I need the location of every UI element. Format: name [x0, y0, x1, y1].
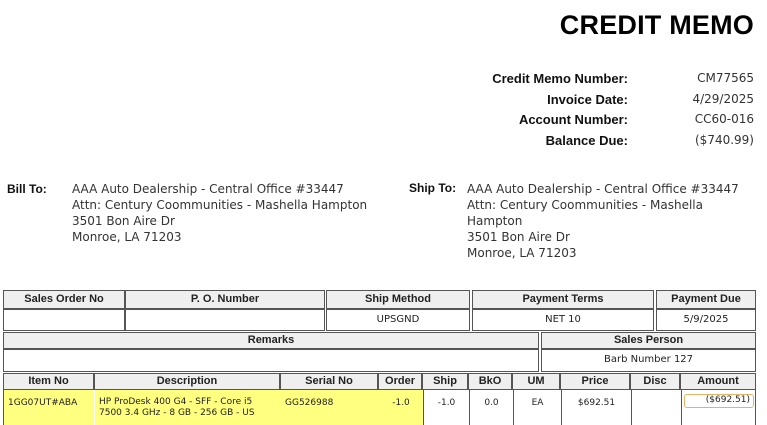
balance-due-value: ($740.99) [695, 133, 754, 147]
sales-order-no-header: Sales Order No [3, 290, 125, 309]
po-number-header: P. O. Number [125, 290, 325, 309]
disc-header: Disc [630, 373, 680, 390]
payment-terms-header: Payment Terms [472, 290, 654, 309]
description-cell [95, 390, 281, 425]
bill-to-line: 3501 Bon Aire Dr [72, 214, 175, 228]
um-cell: EA [513, 390, 561, 425]
ship-to-line: AAA Auto Dealership - Central Office #33447 [467, 182, 739, 196]
table-row [3, 390, 756, 425]
amount-header: Amount [680, 373, 756, 390]
remarks-value [3, 349, 539, 372]
bill-to-line: AAA Auto Dealership - Central Office #33447 [72, 182, 344, 196]
ship-header: Ship [422, 373, 468, 390]
bill-to-line: Monroe, LA 71203 [72, 230, 182, 244]
sales-person-header: Sales Person [541, 332, 756, 349]
bill-to-address [72, 181, 367, 245]
credit-memo-number-value: CM77565 [697, 71, 754, 85]
ship-to-label: Ship To: [409, 181, 457, 195]
order-header: Order [378, 373, 422, 390]
account-number-label: Account Number: [518, 112, 628, 127]
disc-cell [631, 390, 681, 425]
ship-cell: -1.0 [423, 390, 469, 425]
invoice-date-label: Invoice Date: [547, 92, 628, 107]
ship-to-line: Attn: Century Coommunities - Mashella [467, 198, 703, 212]
price-header: Price [560, 373, 630, 390]
description-line: 7500 3.4 GHz - 8 GB - 256 GB - US [99, 408, 255, 418]
sales-order-no-value [3, 309, 125, 331]
bko-header: BkO [468, 373, 512, 390]
payment-due-value: 5/9/2025 [656, 309, 756, 331]
credit-memo-number-label: Credit Memo Number: [492, 71, 628, 86]
po-number-value [125, 309, 325, 331]
invoice-date-value: 4/29/2025 [692, 92, 754, 106]
item-no-cell: 1GG07UT#ABA [4, 390, 94, 425]
balance-due-label: Balance Due: [545, 133, 628, 148]
amount-value: ($692.51) [684, 394, 754, 408]
description-header: Description [94, 373, 280, 390]
bill-to-line: Attn: Century Coommunities - Mashella Hampton [72, 198, 368, 212]
price-cell: $692.51 [561, 390, 631, 425]
bko-cell: 0.0 [469, 390, 513, 425]
order-cell: -1.0 [379, 390, 423, 425]
ship-to-address [467, 181, 739, 261]
serial-no-cell: GG526988 [281, 390, 379, 425]
payment-terms-value: NET 10 [472, 309, 654, 331]
document-title: CREDIT MEMO [559, 10, 754, 40]
payment-due-header: Payment Due [656, 290, 756, 309]
remarks-header: Remarks [3, 332, 539, 349]
bill-to-label: Bill To: [7, 182, 47, 196]
ship-to-line: Hampton [467, 214, 523, 228]
sales-person-value: Barb Number 127 [541, 349, 756, 372]
account-number-value: CC60-016 [694, 112, 754, 126]
ship-to-line: Monroe, LA 71203 [467, 246, 577, 260]
amount-cell [681, 390, 756, 425]
description-line: HP ProDesk 400 G4 - SFF - Core i5 [99, 397, 253, 407]
ship-to-line: 3501 Bon Aire Dr [467, 230, 570, 244]
ship-method-header: Ship Method [326, 290, 470, 309]
um-header: UM [512, 373, 560, 390]
item-no-header: Item No [3, 373, 94, 390]
serial-no-header: Serial No [280, 373, 378, 390]
ship-method-value: UPSGND [326, 309, 470, 331]
